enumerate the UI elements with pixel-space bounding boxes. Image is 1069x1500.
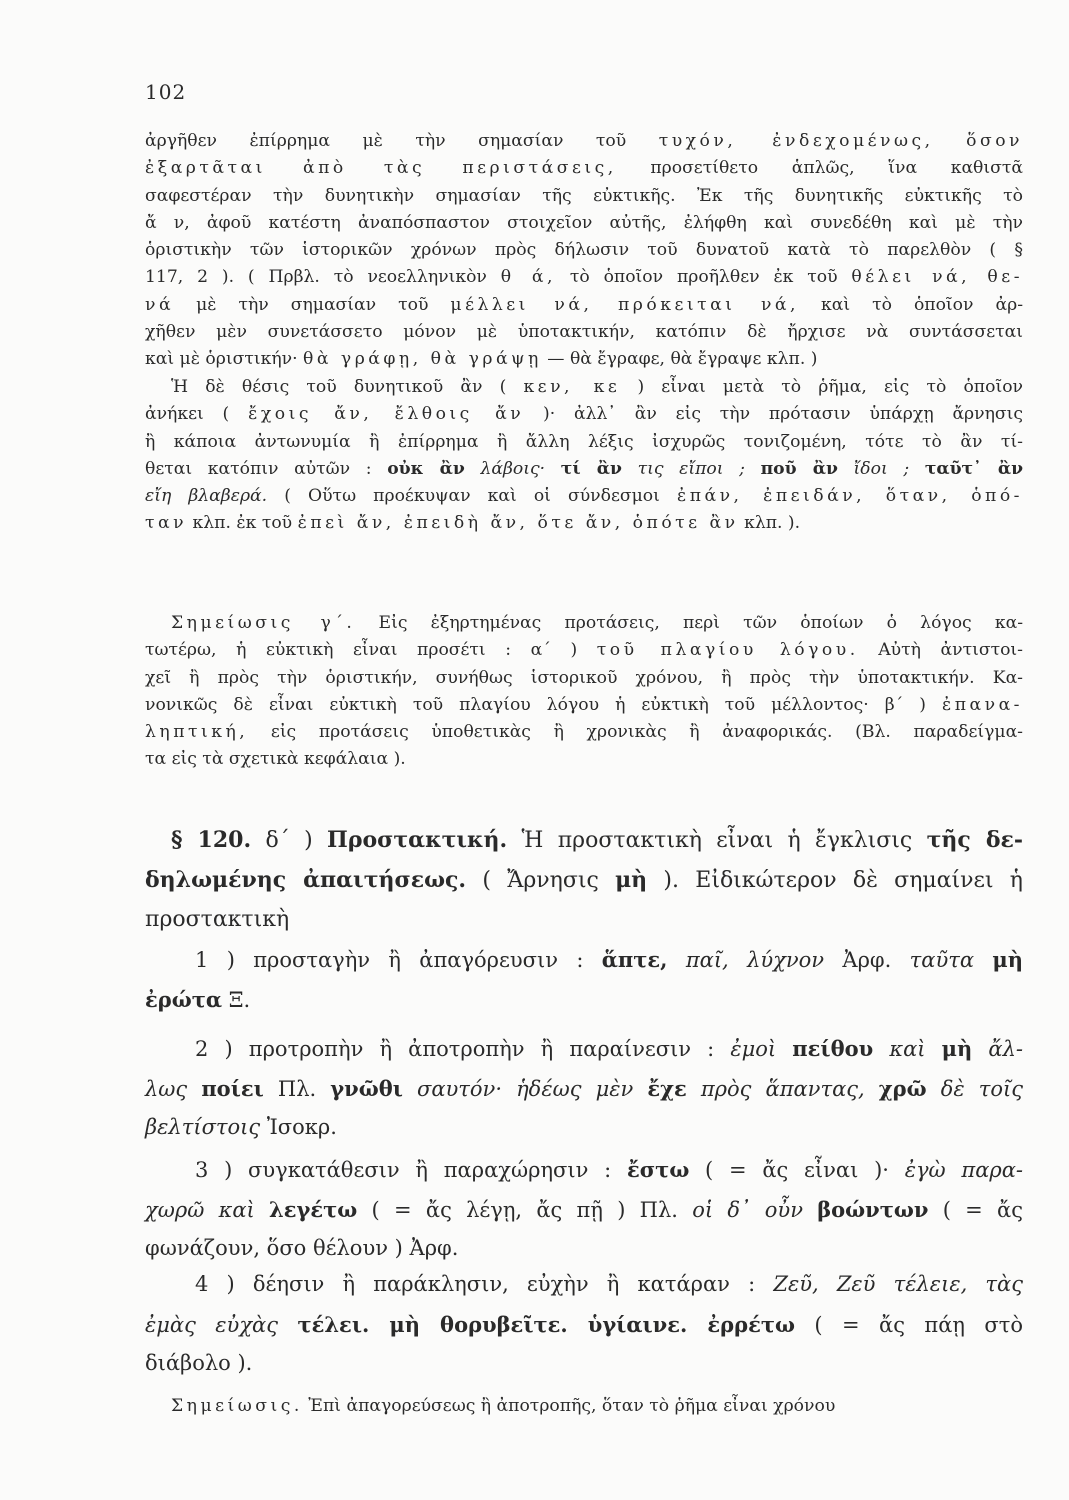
text-segment: ( = ἄς: [928, 1197, 1023, 1222]
text-segment: τις εἴποι ;: [637, 458, 745, 479]
text-line: [145, 456, 1023, 483]
text-segment: ( = ἄς εἶναι )·: [689, 1158, 905, 1182]
text-segment: προστακτικὴ: [145, 907, 290, 932]
text-line: [145, 401, 1023, 428]
text-segment: ἐμὰς εὐχὰς: [145, 1312, 278, 1337]
text-segment: [974, 948, 992, 972]
text-segment: Πλ.: [263, 1076, 331, 1101]
text-segment: ἴδοι ;: [853, 458, 910, 479]
text-segment: [909, 459, 925, 479]
text-segment: Ζεῦ, Ζεῦ τέλειε, τὰς: [773, 1272, 1023, 1296]
text-segment: [255, 1198, 269, 1222]
paragraph-note-gamma: [145, 610, 1023, 774]
text-segment: Σημείωσις γ΄.: [171, 613, 356, 633]
text-line: [145, 510, 1023, 537]
text-segment: [278, 1313, 297, 1337]
text-segment: γνῶθι: [330, 1075, 403, 1101]
text-segment: τυχόν, ἐνδεχομένως,: [658, 131, 934, 151]
text-segment: [926, 1037, 942, 1061]
paragraph-note: [145, 1393, 1023, 1420]
text-segment: δ΄ ): [251, 828, 328, 853]
text-segment: ) εἶναι μετὰ τὸ ῥῆμα, εἰς τὸ ὁποῖον: [620, 377, 1023, 397]
text-line: [145, 429, 1023, 456]
text-segment: ταν: [145, 513, 188, 534]
text-segment: 117, 2 ). ( Πρβλ. τὸ νεοελληνικὸν: [145, 267, 501, 288]
text-segment: ἢ κάποια ἀντωνυμία ἢ ἐπίρρημα ἢ ἄλλη λέξις ἰσχυρῶς τονιζομένη, τότε τὸ ἂν τί-: [145, 431, 1023, 452]
item-3: [145, 1150, 1023, 1269]
text-segment: ἔχε: [647, 1075, 687, 1101]
text-segment: — θὰ ἔγραφε, θὰ ἔγραψε κλπ. ): [541, 349, 818, 370]
text-segment: ἐπεὶ ἄν, ἐπειδὴ ἄν, ὅτε ἄν, ὁπότε ἂν: [297, 513, 739, 534]
text-line: [145, 319, 1023, 346]
text-segment: ἄ ν, ἀφοῦ κατέστη ἀναπόσπαστον στοιχεῖον αὐτῆς, ἐλήφθη καὶ συνεδέθη καὶ μὲ τὴν: [145, 212, 1023, 233]
text-segment: ταῦτ᾽ ἂν: [924, 458, 1024, 479]
text-segment: Αὐτὴ ἀντιστοι-: [858, 640, 1023, 661]
text-segment: θεται κατόπιν αὐτῶν :: [145, 458, 388, 479]
text-segment: μὴ: [992, 947, 1023, 972]
text-segment: [927, 1077, 941, 1101]
text-segment: Ξ.: [222, 987, 251, 1012]
text-segment: Σημείωσις.: [171, 1396, 303, 1416]
text-segment: ὅσον: [966, 131, 1023, 151]
text-segment: καὶ: [889, 1037, 926, 1061]
text-segment: 1 ) προσταγὴν ἢ ἀπαγόρευσιν :: [195, 948, 602, 972]
text-line: [145, 1393, 1023, 1420]
text-line: [145, 940, 1023, 980]
text-line: [145, 610, 1023, 637]
text-line: [145, 820, 1023, 860]
text-segment: τὸ ὁποῖον προῆλθεν ἐκ τοῦ: [556, 267, 852, 288]
text-segment: πείθου: [792, 1036, 874, 1061]
text-segment: )· ἀλλ᾽ ἂν εἰς τὴν πρότασιν ὑπάρχῃ ἄρνησις: [524, 404, 1023, 425]
text-segment: [776, 1037, 792, 1061]
paragraph-2: [145, 374, 1023, 538]
text-segment: ληπτική,: [145, 722, 249, 743]
text-segment: ποῦ ἂν: [760, 458, 838, 479]
text-segment: [934, 131, 966, 151]
text-segment: [187, 1077, 201, 1101]
text-segment: 2 ) προτροπὴν ἢ ἀποτροπὴν ἢ παραίνεσιν :: [195, 1037, 731, 1061]
text-segment: ( Ἄρνησις: [466, 868, 616, 893]
text-segment: προσετίθετο ἁπλῶς, ἵνα καθιστᾶ: [616, 158, 1023, 179]
text-segment: σαφεστέραν τὴν δυνητικὴν σημασίαν τῆς εὐκτικῆς. Ἐκ τῆς δυνητικῆς εὐκτικῆς τὸ: [145, 185, 1023, 206]
text-line: [145, 860, 1023, 900]
text-segment: ( = ἄς λέγῃ, ἄς πῇ ) Πλ.: [357, 1197, 693, 1222]
text-line: [145, 237, 1023, 264]
text-segment: ἐμοὶ: [730, 1037, 777, 1061]
text-segment: κεν, κε: [523, 377, 621, 397]
text-segment: [545, 459, 561, 479]
page-number: 102: [145, 80, 187, 104]
text-segment: εἰς προτάσεις ὑποθετικὰς ἢ χρονικὰς ἢ ἀναφορικάς. (Βλ. παραδείγμα-: [248, 722, 1023, 743]
text-segment: βελτίστοις: [145, 1115, 261, 1140]
text-segment: τα εἰς τὰ σχετικὰ κεφάλαια ).: [145, 749, 406, 770]
text-line: [145, 128, 1023, 155]
text-line: [145, 183, 1023, 210]
text-segment: κλπ. ἐκ τοῦ: [187, 513, 298, 534]
text-segment: παῖ, λύχνον: [685, 948, 825, 972]
item-2: [145, 1029, 1023, 1148]
text-segment: [972, 1037, 988, 1061]
text-segment: Ἡ προστακτικὴ εἶναι ἡ ἔγκλισις: [507, 828, 927, 853]
text-segment: λως: [145, 1076, 188, 1101]
text-segment: Ἡ δὲ θέσις τοῦ δυνητικοῦ ἂν (: [171, 377, 524, 397]
text-line: [145, 692, 1023, 719]
text-segment: τωτέρω, ἡ εὐκτικὴ εἶναι προσέτι : α΄ ): [145, 640, 597, 661]
text-segment: οὐκ ἂν: [387, 458, 465, 479]
text-line: [145, 900, 1023, 940]
text-segment: Ἀρφ.: [824, 948, 910, 972]
text-segment: θέλει νά, θε-: [851, 267, 1023, 288]
text-segment: ἐξαρτᾶται ἀπὸ τὰς περιστάσεις,: [145, 158, 617, 179]
text-line: [145, 746, 1023, 773]
text-segment: δηλωμένης ἀπαιτήσεως.: [145, 867, 467, 893]
text-segment: μὴ: [615, 867, 648, 893]
text-line: [145, 1265, 1023, 1305]
text-segment: μέλλει νά, πρόκειται νά,: [450, 294, 799, 315]
text-segment: ἅπτε,: [601, 947, 668, 972]
text-segment: ). Εἰδικώτερον δὲ σημαίνει ἡ: [647, 868, 1023, 893]
text-segment: νά: [145, 294, 175, 315]
text-segment: [873, 1037, 889, 1061]
text-segment: ἄλ-: [988, 1037, 1023, 1061]
text-segment: χεῖ ἢ πρὸς τὴν ὁριστικήν, συνήθως ἱστορικοῦ χρόνου, ἢ πρὸς τὴν ὑποτακτικήν. Κα-: [145, 667, 1023, 688]
text-line: [145, 637, 1023, 664]
text-line: [145, 210, 1023, 237]
text-segment: νονικῶς δὲ εἶναι εὐκτικὴ τοῦ πλαγίου λόγου ἡ εὐκτικὴ τοῦ μέλλοντος· β΄ ): [145, 694, 942, 715]
text-segment: [865, 1077, 879, 1101]
text-segment: [803, 1198, 817, 1222]
text-segment: καὶ μὲ ὁριστικήν·: [145, 349, 303, 370]
text-segment: κλπ. ).: [738, 513, 801, 534]
text-segment: χῆθεν μὲν συνετάσσετο μόνον μὲ ὑποτακτικήν, κατόπιν δὲ ἤρχισε νὰ συντάσσεται: [145, 322, 1023, 343]
text-segment: ἐπάν, ἐπειδάν, ὅταν, ὁπό-: [676, 486, 1023, 507]
text-segment: δὲ τοῖς: [940, 1076, 1023, 1101]
text-line: [145, 1229, 1023, 1269]
text-segment: τῆς δε-: [926, 827, 1024, 853]
text-segment: χρῶ: [878, 1075, 927, 1101]
text-segment: ὁριστικὴν τῶν ἱστορικῶν χρόνων πρὸς δήλωσιν τοῦ δυνατοῦ κατὰ τὸ παρελθὸν ( §: [145, 240, 1023, 261]
text-line: [145, 1069, 1023, 1109]
text-segment: [687, 1077, 701, 1101]
text-segment: τοῦ πλαγίου λόγου.: [596, 640, 859, 661]
text-segment: ἐρώτα: [145, 986, 223, 1012]
text-segment: ἐπανα-: [942, 694, 1023, 715]
text-segment: ἀργῆθεν ἐπίρρημα μὲ τὴν σημασίαν τοῦ: [145, 131, 659, 151]
text-segment: § 120.: [171, 827, 252, 853]
text-segment: τί ἂν: [560, 458, 622, 479]
text-segment: Εἰς ἐξηρτημένας προτάσεις, περὶ τῶν ὁποίων ὁ λόγος κα-: [355, 613, 1023, 633]
text-line: [145, 292, 1023, 319]
item-4: [145, 1265, 1023, 1384]
text-segment: λεγέτω: [269, 1196, 358, 1222]
text-segment: ( Οὕτω προέκυψαν καὶ οἱ σύνδεσμοι: [267, 486, 677, 507]
text-line: [145, 483, 1023, 510]
text-line: [145, 1344, 1023, 1384]
text-line: [145, 1150, 1023, 1190]
text-segment: λάβοις·: [480, 458, 546, 479]
text-segment: ἔχοις ἄν, ἔλθοις ἄν: [248, 404, 525, 425]
text-segment: μὲ τὴν σημασίαν τοῦ: [174, 294, 451, 315]
text-line: [145, 346, 1023, 373]
text-segment: Προστακτική.: [327, 827, 508, 853]
paragraph-1: [145, 128, 1023, 374]
text-segment: ἔστω: [626, 1157, 690, 1182]
text-segment: ταῦτα: [909, 948, 975, 972]
text-segment: [465, 459, 481, 479]
text-segment: ἀνήκει (: [145, 404, 249, 425]
text-line: [145, 1305, 1023, 1345]
item-1: [145, 940, 1023, 1019]
text-line: [145, 1029, 1023, 1069]
text-segment: οἱ δ᾽ οὖν: [692, 1197, 803, 1222]
text-segment: [622, 459, 638, 479]
text-segment: θ ά,: [500, 267, 556, 288]
section-120-heading: [145, 820, 1023, 940]
text-line: [145, 665, 1023, 692]
text-segment: ποίει: [201, 1075, 264, 1101]
text-segment: χωρῶ καὶ: [145, 1197, 255, 1222]
text-segment: πρὸς ἅπαντας,: [700, 1076, 865, 1101]
text-segment: [668, 948, 686, 972]
text-segment: βοώντων: [817, 1196, 929, 1222]
text-segment: ( = ἄς πάῃ στὸ: [794, 1312, 1023, 1337]
text-segment: [403, 1077, 417, 1101]
text-line: [145, 374, 1023, 401]
text-segment: [633, 1077, 647, 1101]
text-segment: διάβολο ).: [145, 1351, 253, 1376]
text-segment: 4 ) δέησιν ἢ παράκλησιν, εὐχὴν ἢ κατάραν :: [195, 1272, 774, 1296]
text-segment: Ἰσοκρ.: [260, 1115, 337, 1140]
text-segment: θὰ γράφῃ, θὰ γράψῃ: [303, 349, 542, 370]
text-segment: καὶ τὸ ὁποῖον ἀρ-: [798, 294, 1023, 315]
text-line: [145, 1190, 1023, 1230]
text-segment: σαυτόν· ἡδέως μὲν: [417, 1076, 634, 1101]
text-segment: μὴ: [941, 1036, 973, 1061]
text-segment: φωνάζουν, ὅσο θέλουν ) Ἀρφ.: [145, 1236, 459, 1261]
text-segment: 3 ) συγκατάθεσιν ἢ παραχώρησιν :: [195, 1158, 627, 1182]
text-segment: [838, 459, 854, 479]
text-line: [145, 1108, 1023, 1148]
text-segment: ἐγὼ παρα-: [904, 1158, 1023, 1182]
text-segment: εἴη βλαβερά.: [145, 486, 268, 507]
text-line: [145, 155, 1023, 182]
text-line: [145, 264, 1023, 291]
text-segment: [745, 459, 761, 479]
text-segment: Ἐπὶ ἀπαγορεύσεως ἢ ἀποτροπῆς, ὅταν τὸ ῥῆμα εἶναι χρόνου: [302, 1396, 836, 1416]
text-segment: τέλει. μὴ θορυβεῖτε. ὑγίαινε. ἐρρέτω: [297, 1311, 795, 1337]
text-line: [145, 980, 1023, 1020]
text-line: [145, 719, 1023, 746]
